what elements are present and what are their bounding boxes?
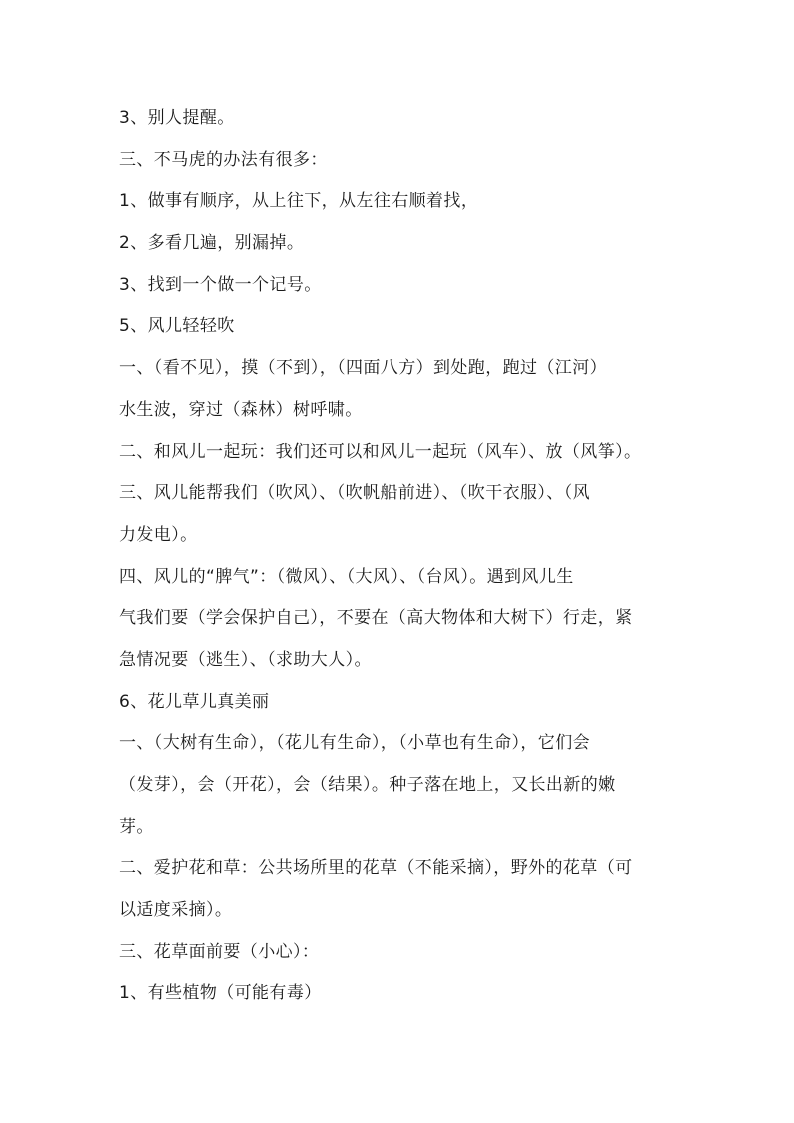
text-line: 一、（大树有生命），（花儿有生命），（小草也有生命），它们会 <box>119 733 590 754</box>
text-line: 三、花草面前要（小心）： <box>119 941 320 962</box>
text-line: 一、（看不见），摸（不到），（四面八方）到处跑，跑过（江河） <box>119 358 607 379</box>
text-line: 芽。 <box>119 816 154 837</box>
text-line: 2、多看几遍，别漏掉。 <box>119 233 305 254</box>
text-line: 二、爱护花和草：公共场所里的花草（不能采摘），野外的花草（可 <box>119 858 633 879</box>
text-line: 水生波，穿过（森林）树呼啸。 <box>119 399 363 420</box>
section-heading: 5、风儿轻轻吹 <box>119 316 235 337</box>
text-line: 1、有些植物（可能有毒） <box>119 983 322 1004</box>
text-line: 3、别人提醒。 <box>119 108 235 128</box>
text-line: 三、不马虎的办法有很多： <box>119 149 328 170</box>
text-line: 以适度采摘）。 <box>119 900 233 921</box>
text-line: 四、风儿的“脾气”：（微风）、（大风）、（台风）。遇到风儿生 <box>119 566 574 587</box>
text-line: 1、做事有顺序，从上往下，从左往右顺着找， <box>119 191 479 212</box>
text-line: （发芽），会（开花），会（结果）。种子落在地上，又长出新的嫩 <box>119 775 616 795</box>
text-line: 三、风儿能帮我们（吹风）、（吹帆船前进）、（吹干衣服）、（风 <box>119 483 590 504</box>
text-line: 3、找到一个做一个记号。 <box>119 274 322 295</box>
text-line: 力发电）。 <box>119 524 198 545</box>
text-line: 二、和风儿一起玩：我们还可以和风儿一起玩（风车）、放（风筝）。 <box>119 441 642 462</box>
document-body <box>119 98 709 1015</box>
text-line: 急情况要（逃生）、（求助大人）。 <box>119 649 372 670</box>
section-heading: 6、花儿草儿真美丽 <box>119 691 270 712</box>
text-line: 气我们要（学会保护自己），不要在（高大物体和大树下）行走，紧 <box>119 608 633 629</box>
